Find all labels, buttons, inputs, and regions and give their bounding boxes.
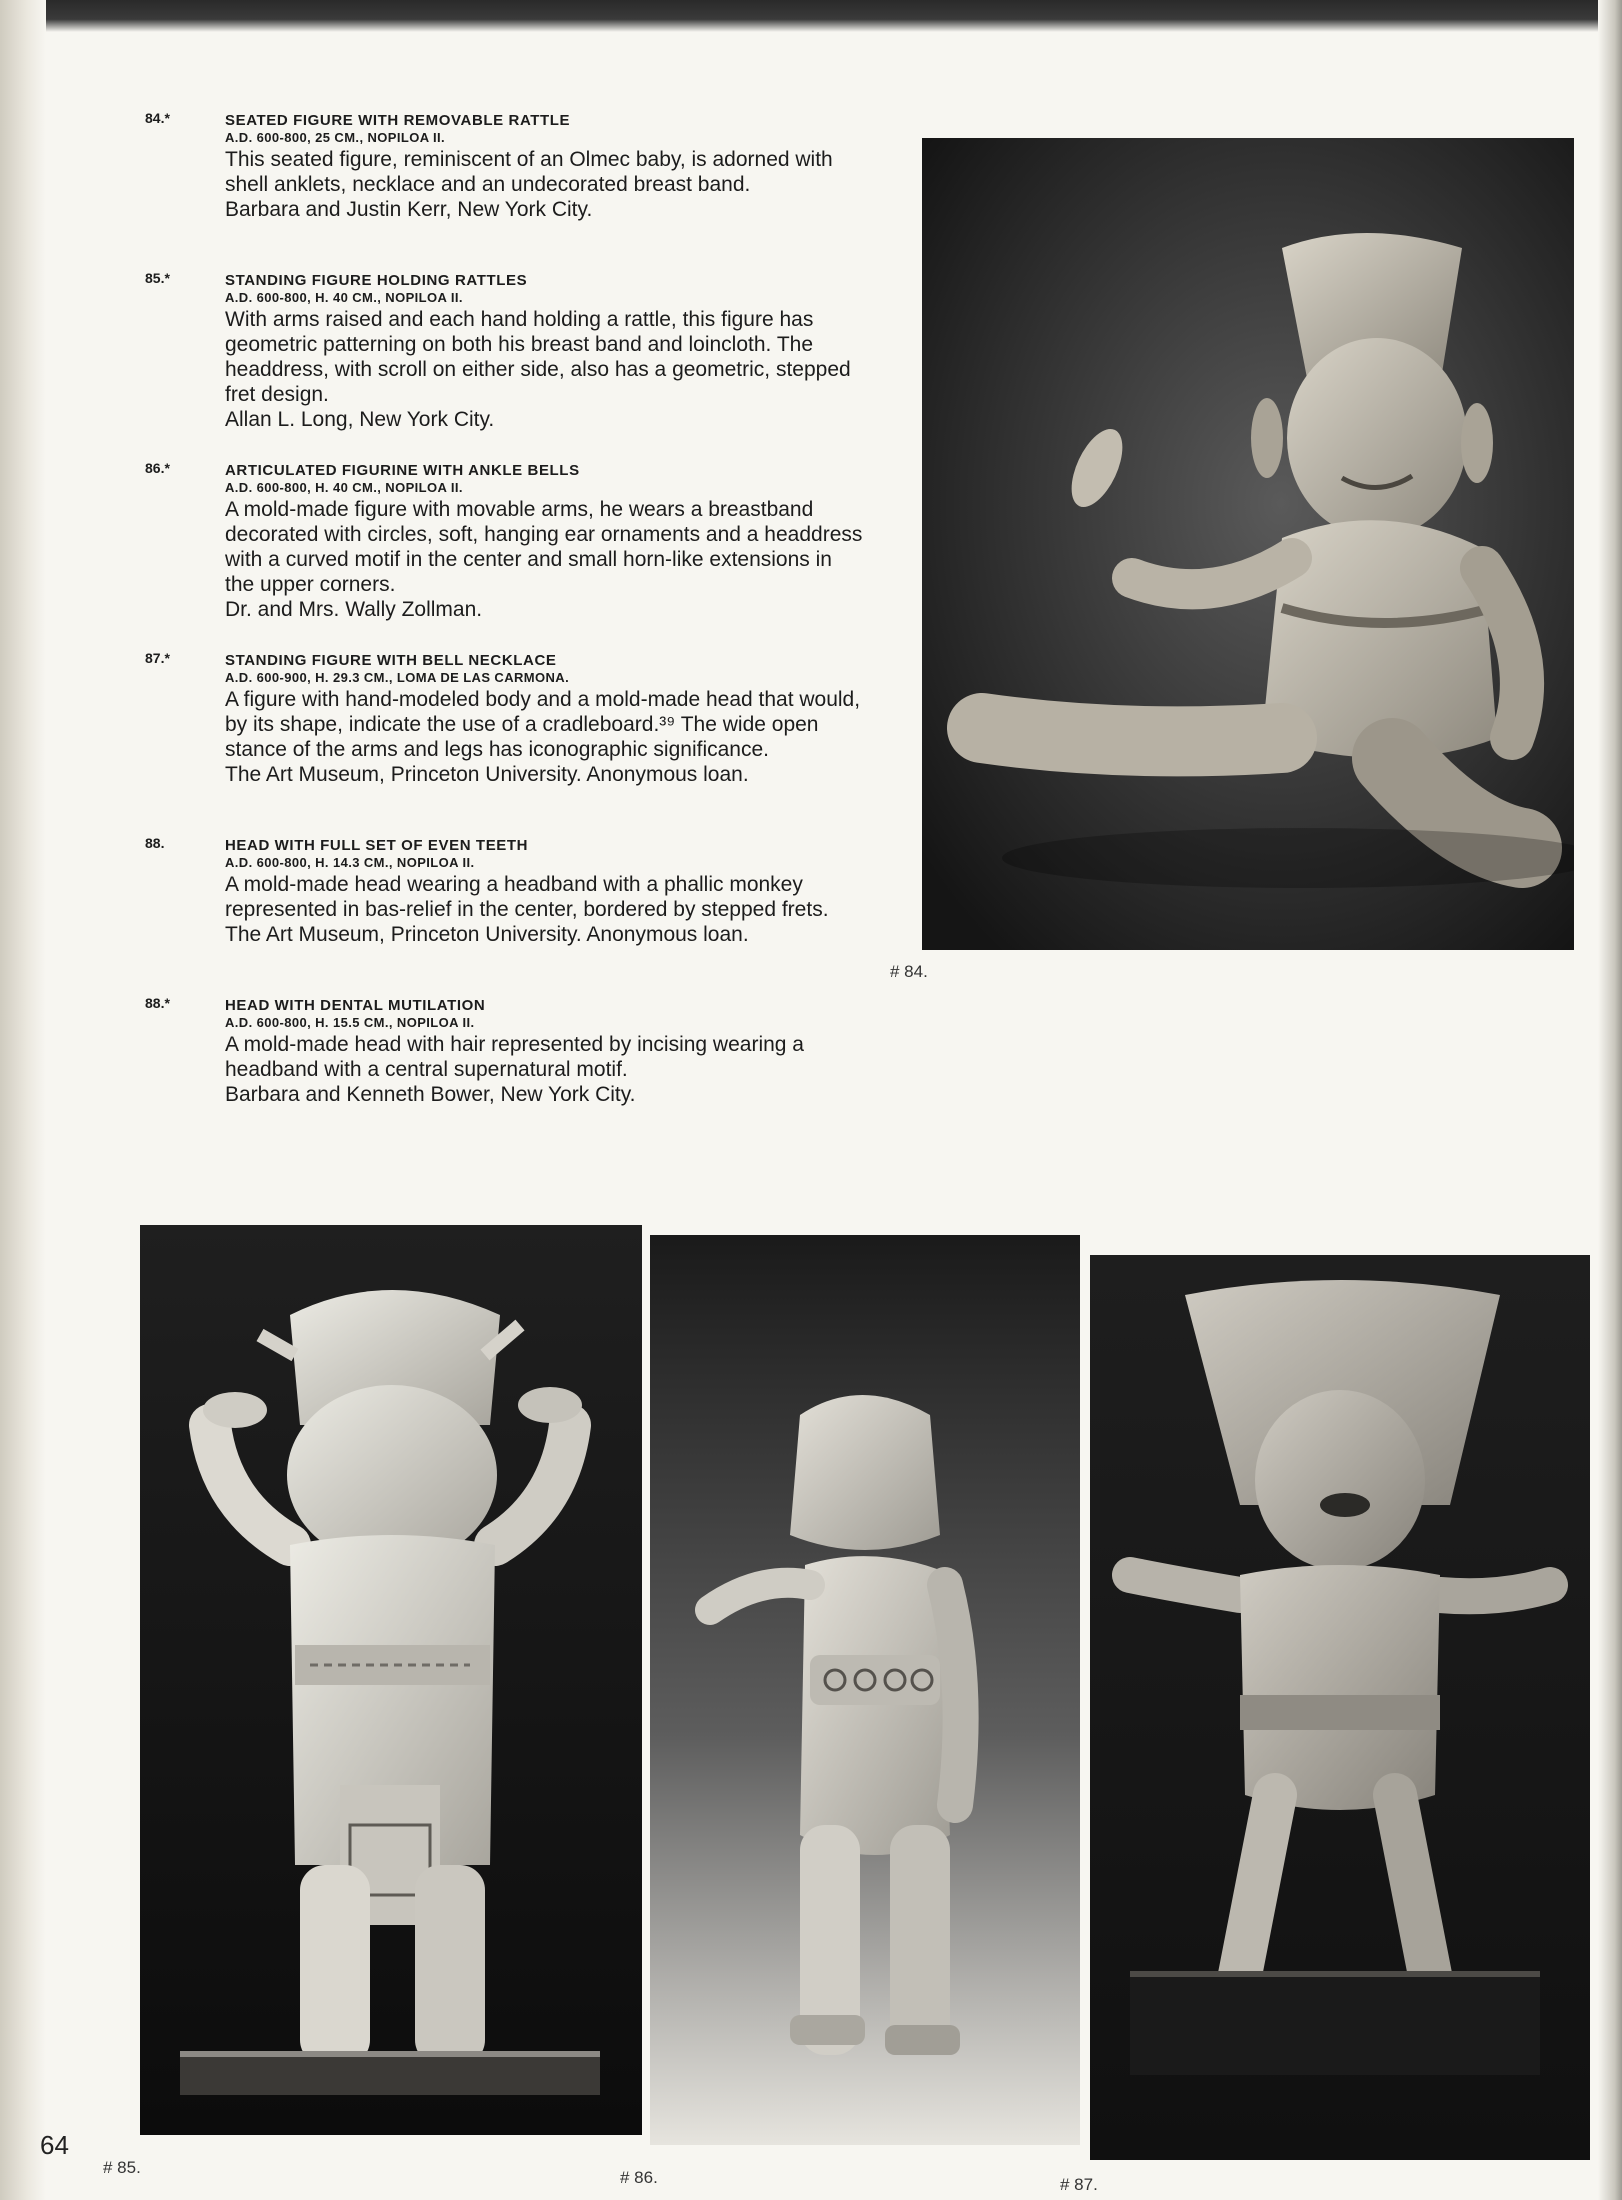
entry-owner: Barbara and Justin Kerr, New York City. [225,198,593,221]
entry-body [225,652,865,787]
entry-title: HEAD WITH DENTAL MUTILATION [225,997,486,1014]
entry-description: A mold-made figure with movable arms, he wears a breastband decorated with circles, soft, hanging ear ornaments and a headdress with a curved motif in the center and small horn-like extensions in the upper corners. [225,498,863,596]
entry-meta: A.D. 600-800, 25 CM., NOPILOA II. [225,130,446,145]
entry-description: This seated figure, reminiscent of an Olmec baby, is adorned with shell anklets, necklace and an undecorated breast band. [225,148,833,196]
page-right-edge [1598,0,1622,2200]
photo-85-standing-figure [140,1225,642,2135]
page-number: 64 [40,2130,69,2160]
entry-owner: Allan L. Long, New York City. [225,408,495,431]
entry-title: HEAD WITH FULL SET OF EVEN TEETH [225,837,529,854]
photo-87-standing-figure [1090,1255,1590,2160]
page-top-edge [0,0,1622,32]
entry-number: 88.* [145,995,170,1011]
entry-body [225,837,865,947]
entry-title: STANDING FIGURE HOLDING RATTLES [225,272,528,289]
entry-number: 88. [145,835,165,851]
entry-body [225,997,865,1107]
photo-84-seated-figure [922,138,1574,950]
entry-body [225,112,865,222]
entry-description: A mold-made head wearing a headband with a phallic monkey represented in bas-relief in the center, bordered by stepped frets. [225,873,829,921]
caption-85: # 85. [103,2158,141,2177]
entry-number: 85.* [145,270,170,286]
entry-meta: A.D. 600-800, H. 14.3 CM., NOPILOA II. [225,855,475,870]
entry-meta: A.D. 600-800, H. 15.5 CM., NOPILOA II. [225,1015,475,1030]
caption-87: # 87. [1060,2175,1098,2194]
entry-meta: A.D. 600-800, H. 40 CM., NOPILOA II. [225,290,463,305]
entry-number: 84.* [145,110,170,126]
entry-title: SEATED FIGURE WITH REMOVABLE RATTLE [225,112,571,129]
entry-body [225,272,865,432]
entry-title: ARTICULATED FIGURINE WITH ANKLE BELLS [225,462,580,479]
entry-owner: Dr. and Mrs. Wally Zollman. [225,598,483,621]
entry-description: A figure with hand-modeled body and a mold-made head that would, by its shape, indicate the use of a cradleboard.³⁹ The wide open stance of the arms and legs has iconographic significance. [225,688,861,761]
page-gutter-shadow [0,0,46,2200]
entry-title: STANDING FIGURE WITH BELL NECKLACE [225,652,557,669]
entry-description: A mold-made head with hair represented by incising wearing a headband with a central supernatural motif. [225,1033,804,1081]
caption-84: # 84. [890,962,928,981]
caption-86: # 86. [620,2168,658,2187]
entry-description: With arms raised and each hand holding a rattle, this figure has geometric patterning on both his breast band and loincloth. The headdress, with scroll on either side, also has a geometric, stepped fret design. [225,308,851,406]
photo-85-image [140,1225,642,2135]
entry-number: 87.* [145,650,170,666]
entry-meta: A.D. 600-900, H. 29.3 CM., LOMA DE LAS CARMONA. [225,670,570,685]
entry-owner: Barbara and Kenneth Bower, New York City. [225,1083,636,1106]
photo-86-articulated-figurine [650,1235,1080,2145]
entry-number: 86.* [145,460,170,476]
photo-87-image [1090,1255,1590,2160]
entry-body [225,462,865,622]
photo-84-image [922,138,1574,950]
photo-86-image [650,1235,1080,2145]
entry-owner: The Art Museum, Princeton University. Anonymous loan. [225,763,749,786]
entry-meta: A.D. 600-800, H. 40 CM., NOPILOA II. [225,480,463,495]
entry-owner: The Art Museum, Princeton University. Anonymous loan. [225,923,749,946]
